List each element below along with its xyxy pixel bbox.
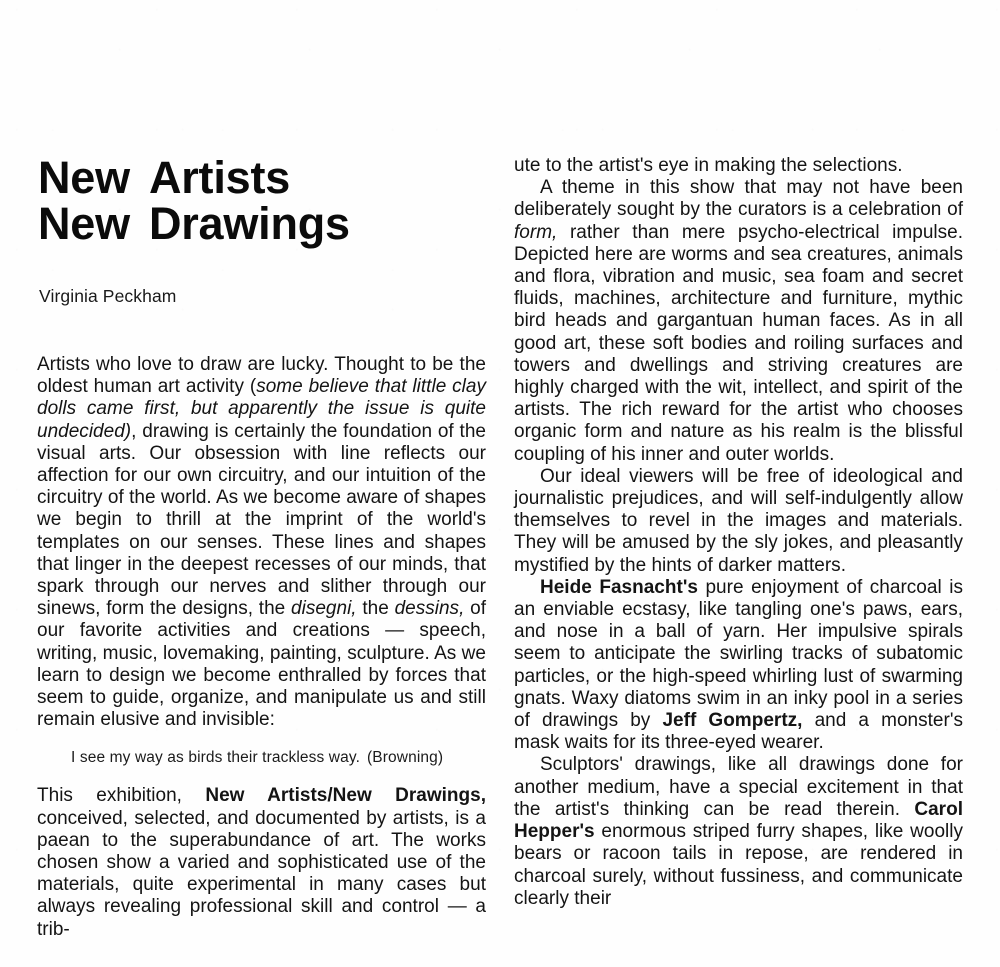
block-quotation: [71, 748, 486, 768]
text-run: of our favorite activities and creations — speech, writing, music, lovemaking, painting, sculpture. As we learn to design we become enthralled by forces that seem to guide, organize, and manipulate us and still remain elusive and invisible:: [37, 598, 486, 731]
italic-run-clay-dolls: some believe that little clay dolls came first, but apparently the issue is quite undecided): [37, 376, 486, 442]
text-run: Artists who love to draw are lucky. Thought to be the oldest human art activity (: [37, 354, 486, 398]
text-run: pure enjoyment of charcoal is an enviable ecstasy, like tangling one's paws, ears, and nose in a ball of yarn. Her impulsive spirals seem to anticipate the swirling tracks of subatomic particles, or the high-speed whirling lust of swarming gnats. Waxy diatoms swim in an inky pool in a series of drawings by: [514, 576, 963, 732]
text-run: the: [356, 598, 395, 620]
italic-run-disegni: disegni,: [291, 598, 357, 620]
text-run: This exhibition,: [37, 785, 206, 807]
title-word-new-1: New: [38, 152, 130, 203]
paragraph-continuation: ute to the artist's eye in making the selections.: [514, 155, 903, 176]
text-run: and a monster's mask waits for its three-eyed wearer.: [514, 710, 963, 754]
paragraph-opening: [37, 354, 486, 731]
bold-run-jeff-gompertz: Jeff Gompertz,: [662, 710, 803, 732]
text-run: , drawing is certainly the foundation of the visual arts. Our obsession with line reflects our affection for our own circuitry, and our intuition of the circuitry of the world. As we become aware of shapes we begin to thrill at the imprint of the world's templates on our senses. These lines and shapes that linger in the deepest recesses of our minds, that spark through our nerves and slither through our sinews, form the designs, the: [37, 420, 486, 620]
quotation-attribution: (Browning): [367, 749, 444, 767]
paragraph-exhibition: [37, 785, 486, 940]
text-run: Sculptors' drawings, like all drawings done for another medium, have a special excitement in that the artist's thinking can be read therein.: [514, 754, 963, 820]
page-title: [38, 152, 486, 249]
left-column: [37, 152, 486, 940]
text-run: A theme in this show that may not have been deliberately sought by the curators is a celebration of: [514, 177, 963, 221]
right-column: [514, 155, 963, 935]
text-run: enormous striped furry shapes, like woolly bears or racoon tails in repose, are rendered in charcoal surely, without fussiness, and communicate clearly their: [514, 821, 963, 909]
paragraph-fasnacht: [514, 577, 963, 755]
text-run: conceived, selected, and documented by artists, is a paean to the superabundance of art. The works chosen show a varied and sophisticated use of the materials, quite experimental in many cases but always revealing professional skill and control — a trib-: [37, 807, 486, 940]
title-word-new-2: New: [38, 198, 130, 249]
title-word-drawings: Drawings: [148, 198, 350, 249]
two-column-layout: [37, 152, 963, 940]
bold-run-carol-hepper: Carol Hepper's: [514, 798, 963, 843]
italic-run-form: form,: [514, 221, 558, 243]
author-byline: Virginia Peckham: [39, 286, 177, 306]
quotation-text: I see my way as birds their trackless way.: [71, 749, 361, 767]
paragraph-theme: [514, 177, 963, 466]
bold-run-exhibition-title: New Artists/New Drawings,: [205, 785, 486, 807]
paragraph-sculptors: [514, 754, 963, 909]
text-run: rather than mere psycho-electrical impulse. Depicted here are worms and sea creatures, animals and flora, vibration and music, sea foam and secret fluids, machines, architecture and furniture, mythic bird heads and gargantuan human faces. As in all good art, these soft bodies and roiling surfaces and towers and dwellings and striving creatures are highly charged with the wit, intellect, and spirit of the artists. The rich reward for the artist who chooses organic form and nature as his realm is the blissful coupling of his inner and outer worlds.: [514, 221, 963, 465]
title-word-artists: Artists: [148, 152, 291, 203]
italic-run-dessins: dessins,: [394, 598, 465, 620]
bold-run-heide-fasnacht: Heide Fasnacht's: [540, 576, 698, 598]
left-column-body: [37, 354, 486, 941]
paragraph-ideal-viewers: Our ideal viewers will be free of ideological and journalistic prejudices, and will self-indulgently allow themselves to revel in the images and materials. They will be amused by the sly jokes, and pleasantly mystified by the hints of darker matters.: [514, 465, 963, 576]
